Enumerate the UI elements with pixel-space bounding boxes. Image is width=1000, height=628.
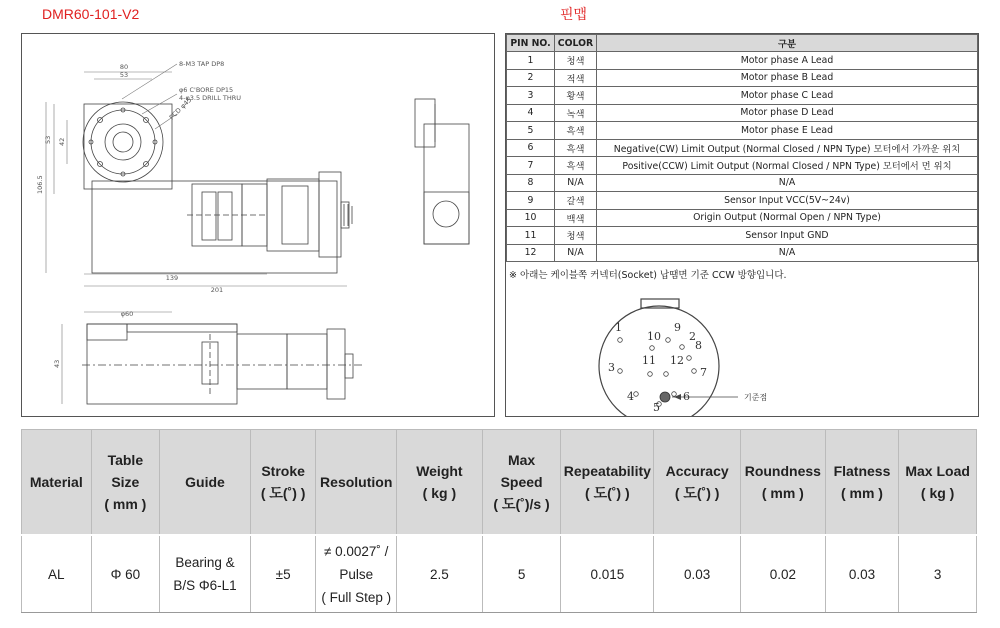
pin-description: Motor phase B Lead [597,69,978,87]
pin-description: Motor phase C Lead [597,87,978,105]
connector-pin-hole [618,369,623,374]
spec-value [22,535,92,613]
pinmap-row [507,52,978,70]
dim-80: 80 [119,63,129,71]
connector-pin-label: 7 [700,366,707,379]
pin-description: Motor phase A Lead [597,52,978,70]
pin-color: 흑색 [555,139,597,157]
spec-header-line: Repeatability [563,463,651,479]
spec-header [316,430,397,536]
spec-header-line: Accuracy [665,463,729,479]
connector-pin-hole [618,338,623,343]
reference-point-dot [660,392,670,402]
spec-value-line: Φ 60 [110,566,141,582]
pin-color: 청색 [555,52,597,70]
spec-value-line: 0.015 [590,566,625,582]
spec-header-line: Weight [416,463,463,479]
note-cbore: φ6 C'BORE DP15 [179,86,234,94]
pin-color: N/A [555,244,597,262]
spec-header [654,430,741,536]
pin-description: Motor phase D Lead [597,104,978,122]
pin-description: Negative(CW) Limit Output (Normal Closed / NPN Type) 모터에서 가까운 위치 [597,139,978,157]
pin-color: 갈색 [555,192,597,210]
spec-value [654,535,741,613]
connector-pin-hole [680,345,685,350]
pin-description: Sensor Input GND [597,227,978,245]
spec-value-line: AL [48,566,65,582]
spec-value [899,535,977,613]
pinmap-header: COLOR [555,35,597,52]
model-number: DMR60-101-V2 [42,6,140,22]
spec-header-line: Stroke [261,463,305,479]
reference-point-label: 기준점 [744,393,768,402]
pinmap-table [506,34,978,262]
spec-header [561,430,654,536]
pin-number: 3 [507,87,555,105]
spec-header-line: Resolution [320,474,393,490]
pinmap-header: PIN NO. [507,35,555,52]
dim-53: 53 [119,71,129,79]
pinmap-header: 구분 [597,35,978,52]
pin-description: N/A [597,244,978,262]
connector-key-top [641,299,679,308]
pin-description: Sensor Input VCC(5V~24v) [597,192,978,210]
spec-value-line: 3 [933,566,942,582]
pin-number: 5 [507,122,555,140]
spec-header [899,430,977,536]
spec-value-line: ( Full Step ) [321,589,392,605]
connector-pin-hole [672,392,677,397]
pin-color: N/A [555,174,597,192]
note-drill: 4-φ3.5 DRILL THRU [179,94,242,102]
pin-number: 4 [507,104,555,122]
pinmap-row [507,122,978,140]
spec-value-line: 0.03 [848,566,876,582]
spec-header [482,430,561,536]
pinmap-row [507,227,978,245]
spec-value [482,535,561,613]
spec-header [160,430,251,536]
pinmap-panel [505,33,979,417]
pin-color: 백색 [555,209,597,227]
spec-header-line: Table [107,452,144,468]
pin-number: 9 [507,192,555,210]
spec-value-line: 2.5 [430,566,449,582]
connector-pin-label: 6 [683,390,690,403]
spec-header-line: ( mm ) [104,496,147,512]
spec-header [22,430,92,536]
pin-color: 녹색 [555,104,597,122]
connector-pin-label: 12 [670,354,684,367]
spec-value-line: 5 [517,566,526,582]
technical-drawing [21,33,495,417]
pinmap-row [507,157,978,175]
spec-table [21,429,977,613]
spec-value-line: 0.03 [683,566,711,582]
connector-pin-hole [666,338,671,343]
connector-pin-label: 2 [689,330,696,343]
spec-header [825,430,899,536]
spec-header [250,430,316,536]
connector-pin-label: 4 [627,390,634,403]
pin-number: 2 [507,69,555,87]
pin-description: Positive(CCW) Limit Output (Normal Closed / NPN Type) 모터에서 먼 위치 [597,157,978,175]
pinmap-row [507,174,978,192]
connector-note: ※ 아래는 케이블쪽 커넥터(Socket) 납땜면 기준 CCW 방향입니다. [509,270,787,281]
spec-header-line: ( 도(˚)/s ) [493,496,550,512]
spec-header-line: Speed [500,474,543,490]
spec-header [397,430,483,536]
spec-header-line: ( mm ) [840,485,883,501]
table-square-outline [84,104,172,189]
dim-201: 201 [210,286,224,294]
pin-description: Origin Output (Normal Open / NPN Type) [597,209,978,227]
pin-description: Motor phase E Lead [597,122,978,140]
dim-53-vertical: 53 [44,135,52,144]
connector-pin-label: 11 [642,354,656,367]
pinmap-row [507,87,978,105]
spec-header-line: ( 도(˚) ) [674,485,720,501]
pin-description: N/A [597,174,978,192]
connector-pin-label: 1 [615,321,622,334]
spec-value [825,535,899,613]
pin-number: 7 [507,157,555,175]
pin-color: 흑색 [555,157,597,175]
pinmap-row [507,244,978,262]
connector-pin-hole [634,392,639,397]
pinmap-row [507,192,978,210]
connector-diagram [506,280,978,416]
spec-header-line: Max [507,452,536,468]
pinmap-row [507,139,978,157]
spec-value [561,535,654,613]
connector-pin-hole [692,369,697,374]
spec-header-line: Roundness [744,463,821,479]
spec-value [160,535,251,613]
dim-106-5: 106.5 [36,175,44,194]
pin-color: 청색 [555,227,597,245]
pin-number: 6 [507,139,555,157]
table-circle [83,102,163,182]
pin-number: 11 [507,227,555,245]
connector-pin-hole [650,346,655,351]
spec-value [91,535,160,613]
base-plate-outline [92,181,337,273]
pin-number: 12 [507,244,555,262]
spec-header [740,430,825,536]
spec-value-line: ±5 [275,566,291,582]
note-tap: 8-M3 TAP DP8 [179,60,225,68]
key-leader-arrow-icon [674,394,681,400]
spec-header-line: Max Load [905,463,970,479]
connector-pin-hole [664,372,669,377]
connector-pin-hole [648,372,653,377]
spec-header [91,430,160,536]
dim-43: 43 [53,359,61,368]
note-pcd: PCD φ45 [167,95,194,122]
spec-header-line: ( 도(˚) ) [260,485,306,501]
spec-header-line: Size [111,474,140,490]
spec-value [740,535,825,613]
pin-number: 10 [507,209,555,227]
spec-value-line: B/S Φ6-L1 [173,578,237,593]
spec-header-line: Flatness [833,463,891,479]
spec-value-line: Pulse [339,566,374,582]
connector-pin-label: 3 [608,361,615,374]
pin-color: 적색 [555,69,597,87]
dim-42-vertical: 42 [58,137,66,146]
spec-value-line: ≠ 0.0027˚ / [323,543,389,559]
connector-pin-label: 8 [695,339,702,352]
drawing-svg [22,34,494,416]
pinmap-row [507,104,978,122]
connector-pin-label: 9 [674,321,681,334]
spec-header-line: ( kg ) [422,485,457,501]
spec-value [316,535,397,613]
spec-header-line: ( kg ) [920,485,955,501]
connector-pin-label: 10 [647,330,661,343]
spec-header-line: ( mm ) [761,485,804,501]
spec-header-line: ( 도(˚) ) [585,485,630,501]
dim-phi60: φ60 [120,310,134,318]
spec-value-line: Bearing & [175,555,235,570]
connector-pin-hole [687,356,692,361]
pin-number: 8 [507,174,555,192]
spec-value-line: 0.02 [769,566,796,582]
spec-header-line: Material [29,474,83,490]
spec-value [397,535,483,613]
pin-color: 황색 [555,87,597,105]
pinmap-row [507,69,978,87]
pin-number: 1 [507,52,555,70]
connector-pin-label: 5 [653,401,660,414]
pinmap-row [507,209,978,227]
page-title: 핀맵 [560,7,588,23]
spec-value [250,535,316,613]
dim-139: 139 [165,274,179,282]
spec-header-line: Guide [185,474,225,490]
pin-color: 흑색 [555,122,597,140]
